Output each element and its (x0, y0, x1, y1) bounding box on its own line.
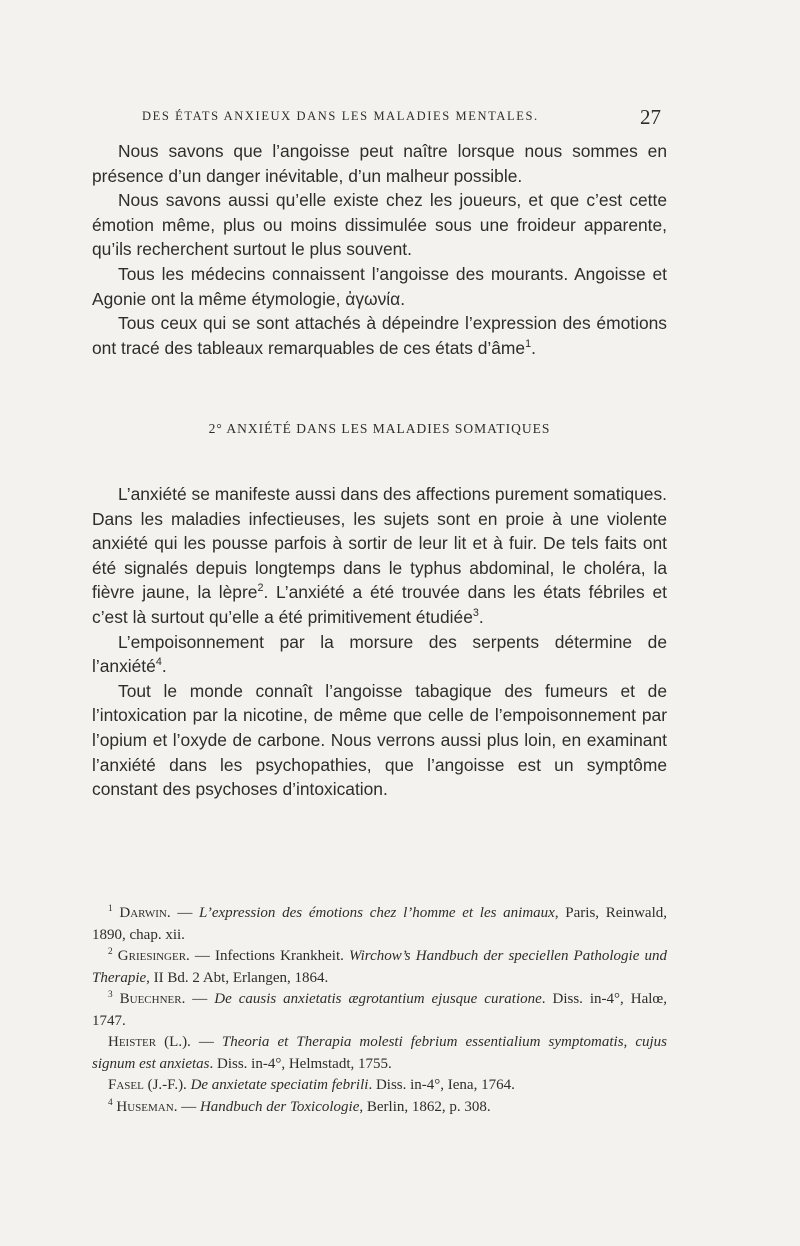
footnote-sep: — (185, 991, 215, 1007)
running-head: DES ÉTATS ANXIEUX DANS LES MALADIES MENTALES. (142, 109, 539, 123)
section-heading: 2° ANXIÉTÉ DANS LES MALADIES SOMATIQUES (208, 421, 551, 436)
paragraph: Nous savons que l’angoisse peut naître lorsque nous sommes en présence d’un danger inévitable, d’un malheur possible. (92, 141, 667, 186)
footnote-rest: , Berlin, 1862, p. 308. (359, 1098, 491, 1115)
footnote-ref: 2 (257, 582, 264, 595)
paragraph: Tous les médecins connaissent l’angoisse des mourants. Angoisse et Agonie ont la même étymologie, ἀγωνία. (92, 263, 667, 309)
paragraph (92, 311, 667, 360)
footnote-rest: . Diss. in-4°, Iena, 1764. (368, 1077, 515, 1093)
somatic-section (92, 482, 667, 802)
page-header (142, 107, 661, 129)
paragraph-end: . (478, 606, 484, 627)
footnotes (92, 903, 667, 1118)
footnote-rest: , Paris, Reinwald, 1890, chap. xii. (92, 905, 668, 943)
footnote (92, 989, 667, 1032)
footnote-ref: 3 (472, 607, 479, 620)
footnote-ref: 1 (525, 337, 532, 350)
footnote-sep: — (177, 1098, 200, 1115)
footnote-title: Handbuch der Toxicologie (199, 1098, 360, 1115)
footnote (92, 1097, 667, 1119)
footnote-title: De causis anxietatis ægrotantium ejusque curatione (214, 991, 542, 1007)
paragraph (92, 482, 667, 630)
paragraph-end: . (161, 656, 167, 677)
paragraph-end: . (531, 337, 536, 358)
footnote-marker: 2 (108, 947, 113, 957)
intro-section (92, 139, 667, 360)
footnote-title: De anxietate speciatim febrili (190, 1077, 369, 1093)
paragraph-text: L’anxiété se manifeste aussi dans des affections purement somatiques. Dans les maladies infectieuses, les sujets sont en proie à une violente anxiété qui les pousse parfois à sortir de leur lit et à fuir. De tels faits ont été signalés depuis longtemps dans le typhus abdominal, le choléra, la fièvre jaune, la lèpre (92, 484, 667, 603)
paragraph: Nous savons aussi qu’elle existe chez les joueurs, et que c’est cette émotion même, plus ou moins dissimulée sous une froideur apparente, qu’ils recherchent surtout le plus souvent. (92, 190, 667, 260)
paragraph: Tout le monde connaît l’angoisse tabagique des fumeurs et de l’intoxication par la nicotine, de même que celle de l’empoisonnement par l’opium et l’oxyde de carbone. Nous verrons aussi plus loin, en examinant l’anxiété dans les psychopathies, que l’angoisse est un symptôme constant des psychoses d’intoxication. (92, 680, 667, 800)
footnote-ref: 4 (155, 656, 162, 669)
footnote (92, 1075, 667, 1097)
footnote-rest: , II Bd. 2 Abt, Erlangen, 1864. (146, 969, 329, 986)
footnote-title: L’expression des émotions chez l’homme et les animaux (199, 905, 555, 921)
footnote-marker: 4 (108, 1097, 113, 1108)
footnote-rest: . Diss. in-4°, Helmstadt, 1755. (209, 1055, 392, 1072)
footnote-text: (L.). — (156, 1034, 222, 1050)
footnote-author: Buechner. (119, 991, 186, 1007)
footnote-text: (J.-F.). (143, 1077, 191, 1093)
footnote (92, 1032, 667, 1075)
footnote-text: — Infections Krankheit. (189, 948, 349, 964)
footnote-author: Heister (108, 1034, 157, 1050)
footnote-title: Theoria et Therapia molesti febrium essentialium symptomatis, cujus signum est anxietas (92, 1034, 668, 1072)
footnote-author: Griesinger. (117, 948, 190, 964)
paragraph-text: . L’anxiété a été trouvée dans les états fébriles et c’est là surtout qu’elle a été primitivement étudiée (92, 582, 667, 627)
footnote-marker: 3 (108, 990, 113, 1000)
footnote-author: Darwin. (119, 905, 171, 921)
paragraph-text: L’empoisonnement par la morsure des serpents détermine de l’anxiété (92, 631, 667, 677)
footnote-title: Wirchow’s Handbuch der speciellen Pathologie und Therapie (92, 948, 667, 986)
page-number: 27 (640, 105, 661, 129)
footnote-marker: 1 (108, 904, 113, 914)
footnote-rest: . Diss. in-4°, Halœ, 1747. (92, 991, 668, 1029)
paragraph-text: Tous ceux qui se sont attachés à dépeindre l’expression des émotions ont tracé des tableaux remarquables de ces états d’âme (92, 313, 667, 358)
paragraph (92, 630, 667, 679)
footnote-sep: — (170, 905, 200, 921)
footnote (92, 946, 667, 989)
footnote-author: Fasel (108, 1077, 144, 1093)
footnote-author: Huseman. (116, 1098, 178, 1115)
footnote (92, 903, 667, 946)
